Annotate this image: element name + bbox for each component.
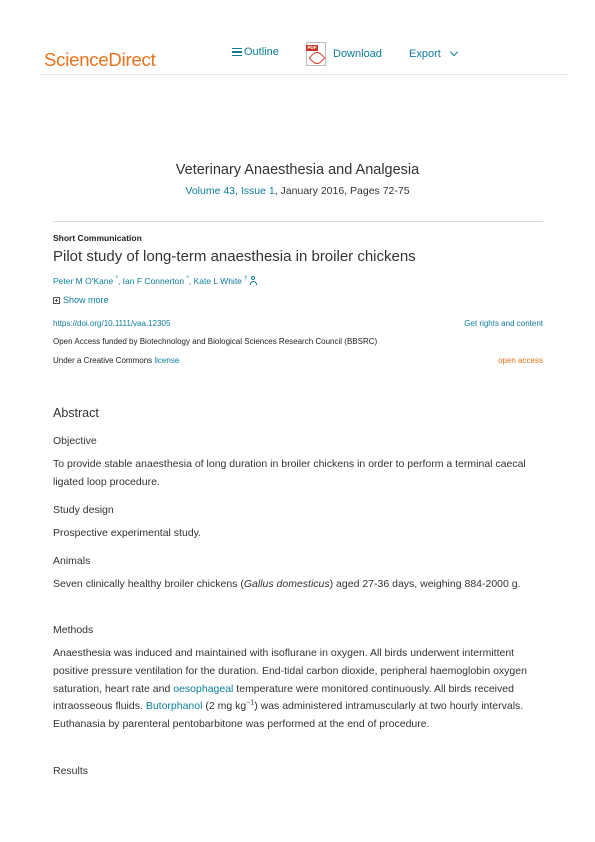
methods-heading: Methods — [53, 624, 94, 636]
download-label: Download — [333, 48, 382, 60]
person-icon[interactable] — [250, 276, 257, 285]
rights-link[interactable]: Get rights and content — [464, 319, 543, 328]
author-mark[interactable]: † — [244, 276, 248, 283]
species-name: Gallus domesticus — [243, 578, 330, 590]
journal-name[interactable]: Veterinary Anaesthesia and Analgesia — [175, 162, 420, 178]
plus-icon — [53, 297, 60, 304]
article-title: Pilot study of long-term anaesthesia in broiler chickens — [53, 248, 416, 265]
export-label: Export — [409, 48, 441, 60]
date-pages: , January 2016, Pages 72-75 — [274, 185, 410, 197]
objective-heading: Objective — [53, 435, 97, 447]
author-link[interactable]: Ian F Connerton — [122, 276, 185, 286]
volume-issue-link[interactable]: Volume 43, Issue 1 — [185, 185, 275, 197]
list-icon — [232, 48, 242, 57]
license-prefix: Under a Creative Commons — [53, 356, 155, 365]
chevron-down-icon — [450, 48, 458, 56]
license-note — [53, 356, 179, 365]
header-divider — [40, 74, 567, 75]
show-more-button[interactable] — [53, 295, 109, 305]
funding-note: Open Access funded by Biotechnology and Biological Sciences Research Council (BBSRC) — [53, 337, 378, 346]
outline-label: Outline — [244, 46, 279, 58]
author-link[interactable]: Peter M O'Kane — [53, 276, 114, 286]
author-mark[interactable]: * — [186, 276, 189, 283]
animals-heading: Animals — [53, 555, 91, 567]
article-type: Short Communication — [53, 233, 142, 243]
author-list — [53, 276, 257, 286]
author-separator: , — [117, 276, 123, 286]
oesophageal-link[interactable]: oesophageal — [173, 682, 234, 695]
methods-text: Anaesthesia was induced and maintained with isoflurane in oxygen. All birds underwent intermittent positive pressure ventilation for the duration. End-tidal carbon dioxide, peripheral haemoglobin oxygen saturation, heart rate and oesophageal temperature were monitored continuously. All birds received intraosseous fluids. Butorphanol (2 mg $kg^{-1}$) was administered intramuscularly at two hourly intervals. Euthanasia by parenteral pentobarbitone was performed at the end of procedure. — [53, 647, 527, 731]
volume-info — [0, 185, 595, 197]
study-design-text: Prospective experimental study. — [53, 527, 202, 539]
animals-text: Seven clinically healthy broiler chickens (Gallus domesticus) aged 27-36 days, weighing 884-2000 g. — [53, 578, 521, 590]
objective-text: To provide stable anaesthesia of long duration in broiler chickens in order to perform a terminal caecal ligated loop procedure. — [53, 458, 526, 488]
author-link[interactable]: Kate L White — [193, 276, 242, 286]
author-mark[interactable]: * — [115, 276, 118, 283]
open-access-badge: open access — [498, 356, 543, 365]
outline-button[interactable] — [232, 46, 279, 58]
export-button[interactable] — [409, 48, 457, 60]
author-separator: , — [188, 276, 194, 286]
show-more-label: Show more — [63, 295, 109, 305]
license-link[interactable]: license — [154, 356, 180, 365]
download-button[interactable] — [306, 42, 382, 66]
section-divider — [53, 221, 543, 222]
sciencedirect-logo[interactable]: ScienceDirect — [44, 49, 156, 70]
butorphanol-link[interactable]: Butorphanol — [145, 700, 203, 713]
abstract-heading: Abstract — [53, 406, 99, 420]
pdf-icon: PDF — [306, 42, 326, 66]
doi-link[interactable]: https://doi.org/10.1111/vaa.12305 — [53, 319, 171, 328]
results-heading: Results — [53, 765, 89, 777]
study-design-heading: Study design — [53, 504, 114, 516]
